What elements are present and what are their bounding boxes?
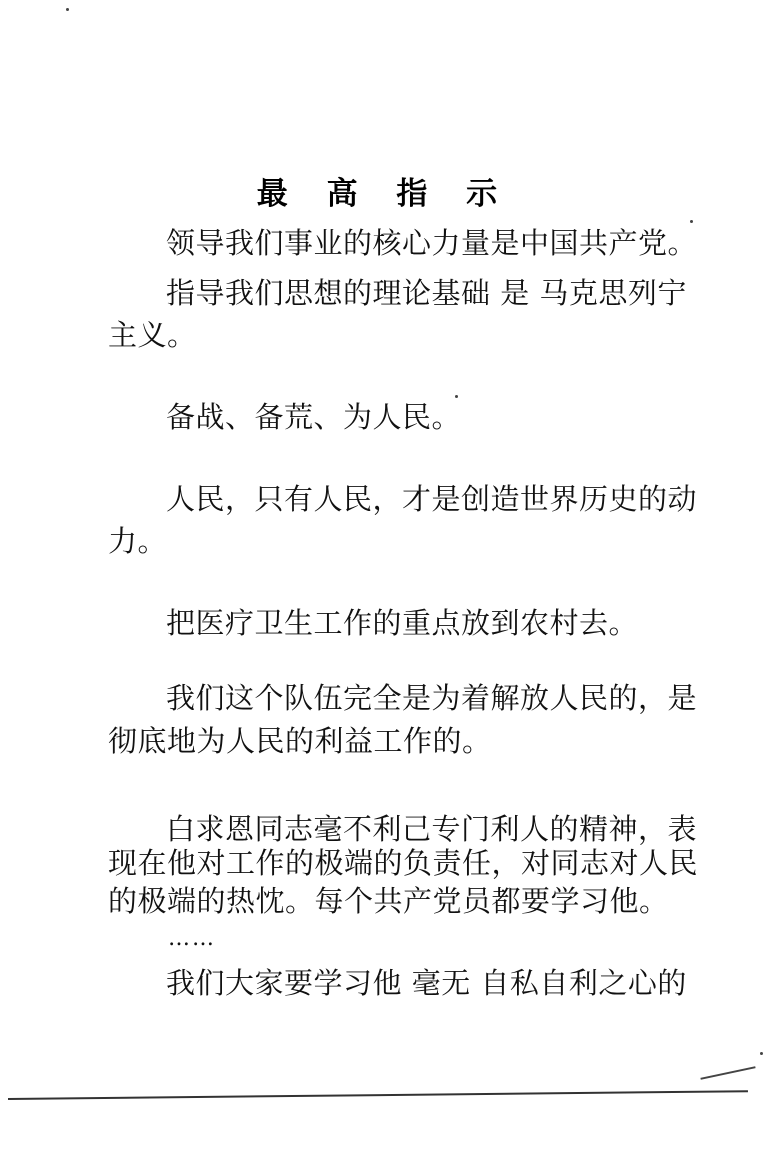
page-title: 最 高 指 示 <box>256 176 512 212</box>
quote-line: 彻底地为人民的利益工作的。 <box>108 724 492 758</box>
quote-line: 主义。 <box>108 318 197 352</box>
page-edge-mark <box>700 1066 755 1080</box>
quote-line: 备战、备荒、为人民。 <box>166 400 462 434</box>
quote-line: 人民，只有人民，才是创造世界历史的动 <box>166 482 698 516</box>
quote-line: 的极端的热忱。每个共产党员都要学习他。 <box>108 884 669 918</box>
page-edge-line <box>8 1090 748 1100</box>
ellipsis-mark: …… <box>168 926 216 951</box>
quote-line: 现在他对工作的极端的负责任，对同志对人民 <box>108 846 699 880</box>
scan-speck <box>455 395 458 398</box>
quote-line: 指导我们思想的理论基础 是 马克思列宁 <box>166 276 687 310</box>
quote-line: 我们这个队伍完全是为着解放人民的，是 <box>166 681 698 715</box>
quote-line: 白求恩同志毫不利己专门利人的精神，表 <box>166 812 698 846</box>
scan-speck <box>690 220 693 223</box>
quote-line: 把医疗卫生工作的重点放到农村去。 <box>166 606 639 640</box>
scan-speck <box>760 1052 763 1055</box>
quote-line: 我们大家要学习他 毫无 自私自利之心的 <box>166 966 687 1000</box>
scan-speck <box>66 8 69 11</box>
quote-line: 力。 <box>108 524 168 558</box>
quote-line: 领导我们事业的核心力量是中国共产党。 <box>166 226 698 260</box>
